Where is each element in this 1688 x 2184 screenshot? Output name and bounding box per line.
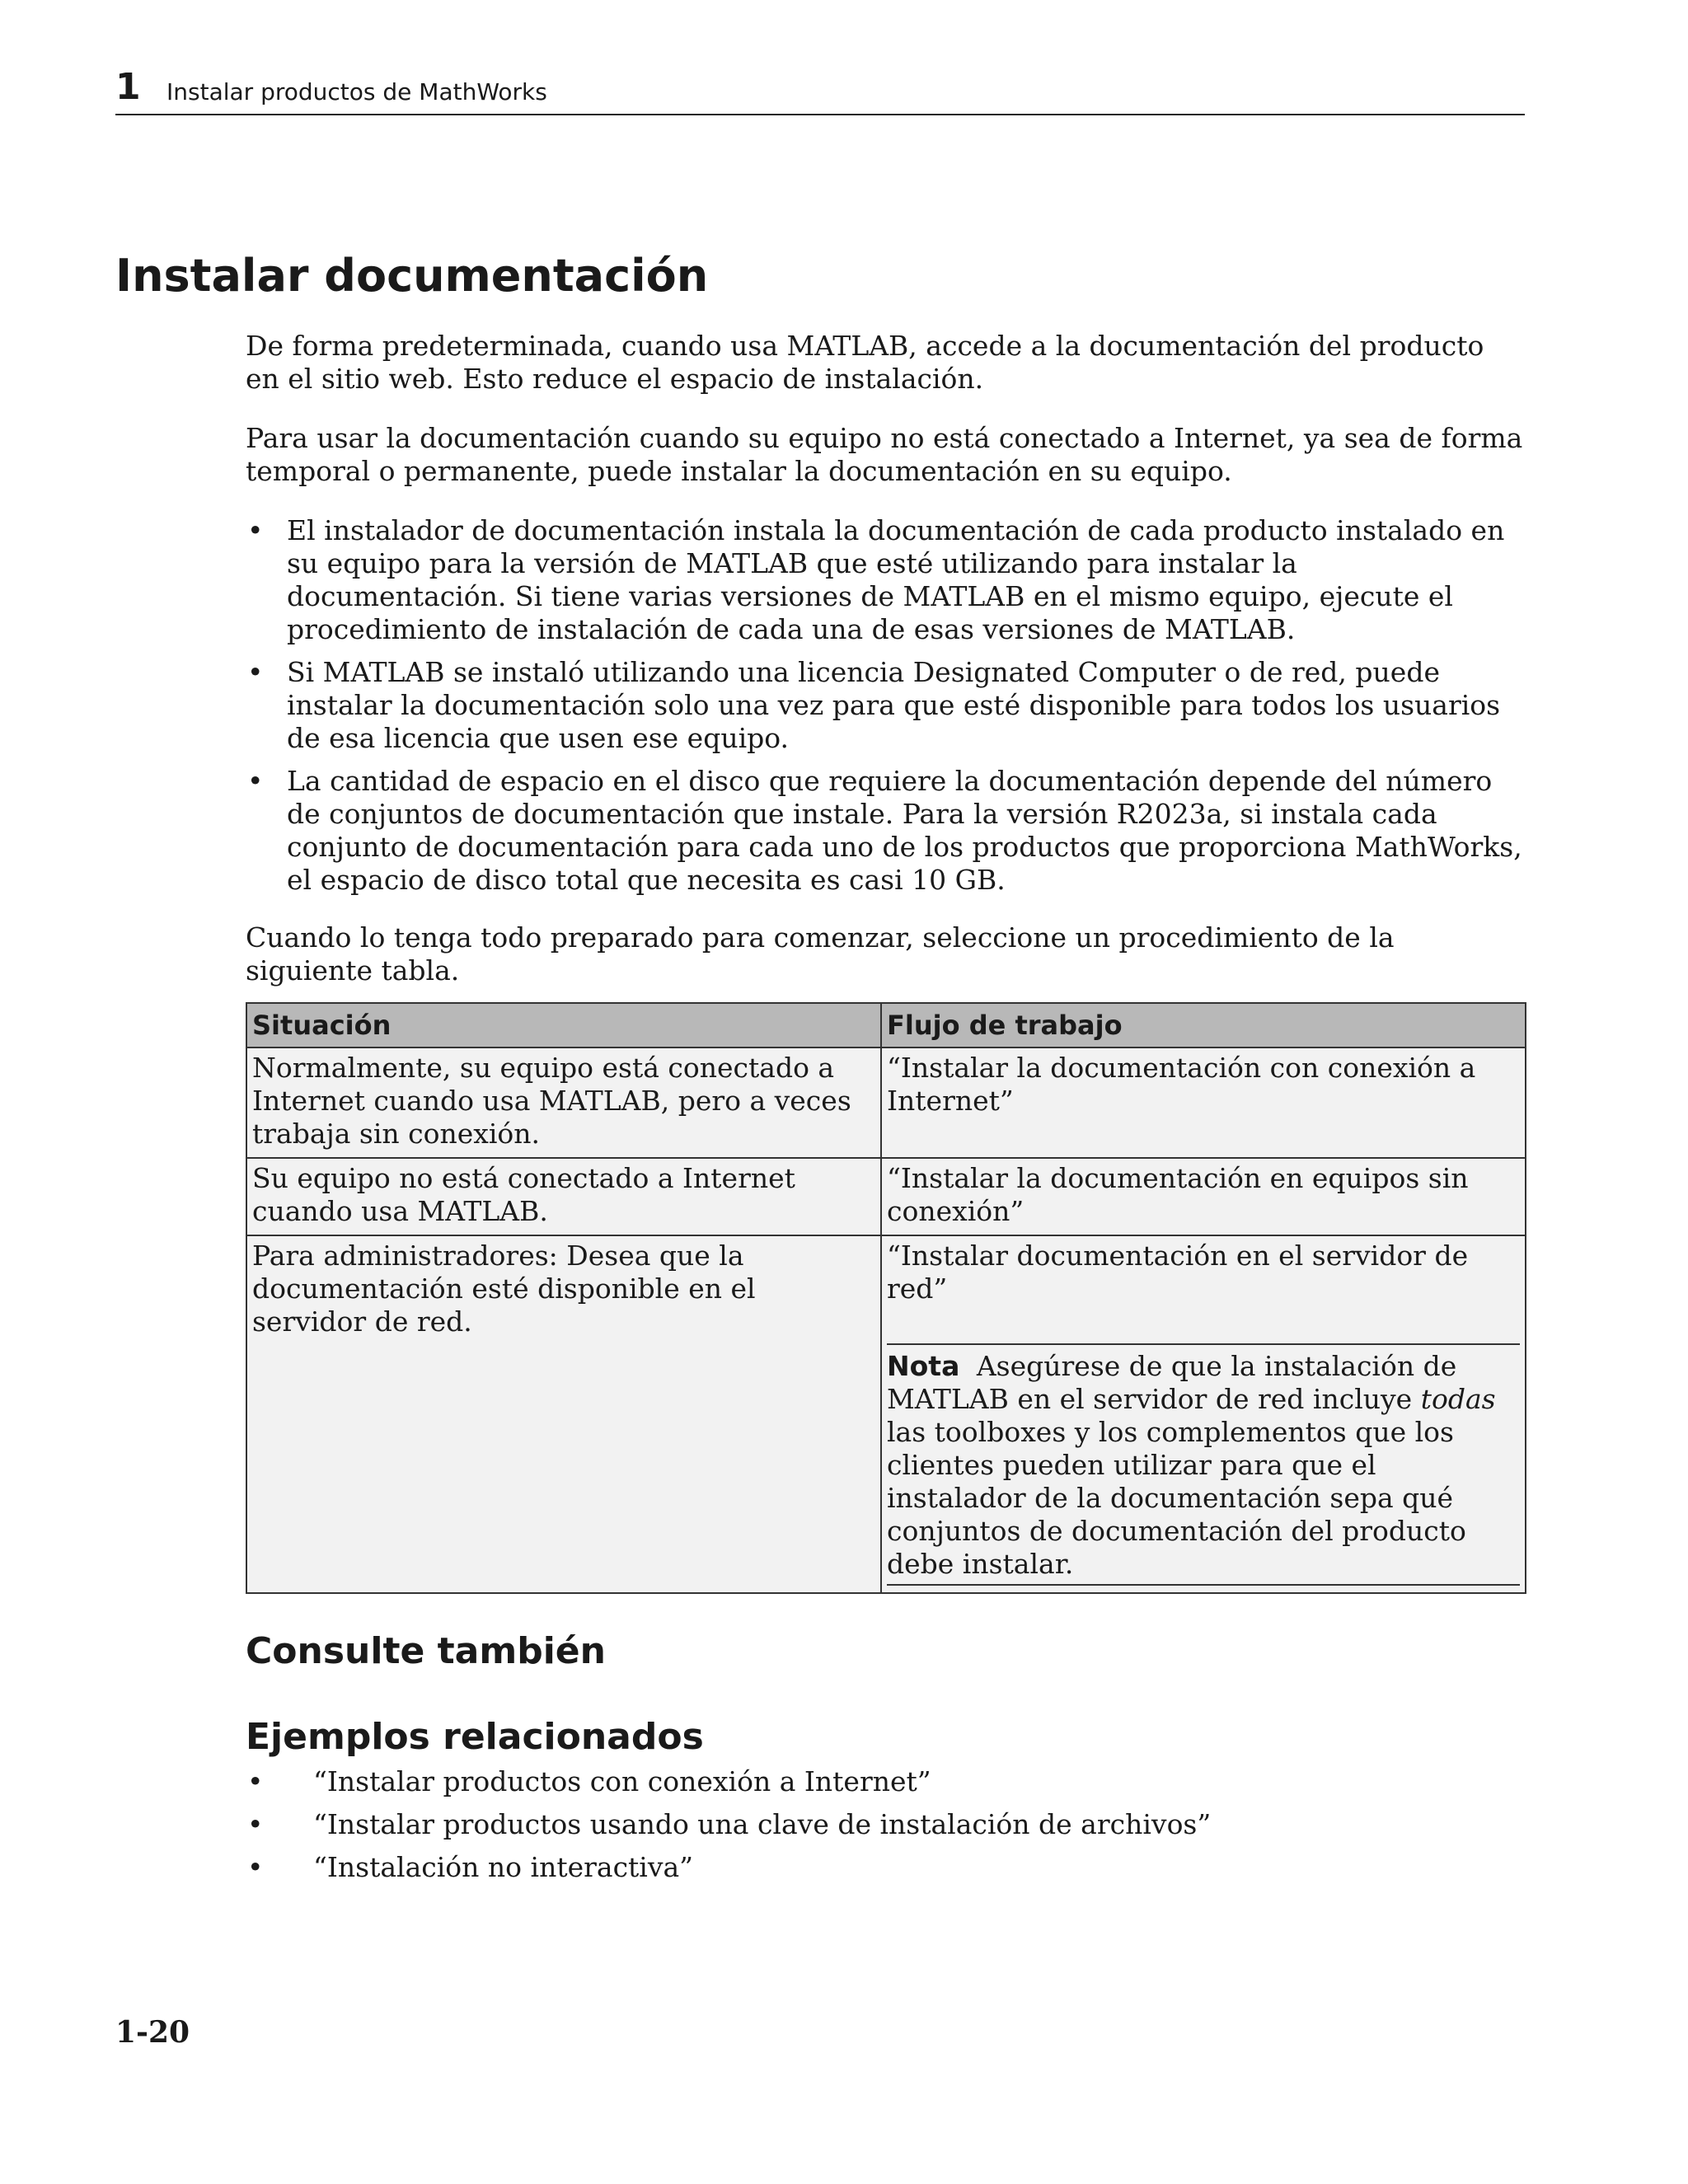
workflow-link[interactable]: “Instalar la documentación con conexión a Internet”: [881, 1047, 1526, 1158]
list-item: • La cantidad de espacio en el disco que requiere la documentación depende del número de conjuntos de documentación que instale. Para la versión R2023a, si instala cada conjunto de documentación para cada uno de los productos que proporciona MathWorks, el espacio de disco total que necesita es casi 10 GB.: [246, 765, 1525, 897]
chapter-number: 1: [115, 66, 141, 108]
workflow-link[interactable]: “Instalar documentación en el servidor de red”: [887, 1240, 1469, 1305]
paragraph-offline: Para usar la documentación cuando su equipo no está conectado a Internet, ya sea de forma temporal o permanente, puede instalar la documentación en su equipo.: [246, 422, 1523, 487]
workflow-table: [246, 1002, 1526, 1594]
column-header-workflow: Flujo de trabajo: [881, 1003, 1526, 1047]
note-text-after: las toolboxes y los complementos que los clientes pueden utilizar para que el instalador de la documentación sepa qué conjuntos de documentación del producto debe instalar.: [887, 1416, 1466, 1580]
info-bullet-list: [246, 514, 1525, 897]
table-row: [246, 1047, 1526, 1158]
related-example-link[interactable]: • “Instalar productos usando una clave de instalación de archivos”: [246, 1808, 1525, 1841]
situation-cell: Su equipo no está conectado a Internet cuando usa MATLAB.: [246, 1158, 881, 1235]
workflow-link[interactable]: “Instalar la documentación en equipos sin conexión”: [881, 1158, 1526, 1235]
paragraph-intro: De forma predeterminada, cuando usa MATLAB, accede a la documentación del producto en el sitio web. Esto reduce el espacio de instalación.: [246, 330, 1484, 395]
table-header-row: [246, 1003, 1526, 1047]
related-example-link[interactable]: • “Instalar productos con conexión a Internet”: [246, 1765, 1525, 1798]
paragraph-table-intro: Cuando lo tenga todo preparado para comenzar, seleccione un procedimiento de la siguiente tabla.: [246, 921, 1395, 987]
page-title: Instalar documentación: [115, 250, 709, 302]
list-item: • Si MATLAB se instaló utilizando una licencia Designated Computer o de red, puede instalar la documentación solo una vez para que esté disponible para todos los usuarios de esa licencia que usen ese equipo.: [246, 656, 1525, 755]
list-item: • El instalador de documentación instala la documentación de cada producto instalado en su equipo para la versión de MATLAB que esté utilizando para instalar la documentación. Si tiene varias versiones de MATLAB en el mismo equipo, ejecute el procedimiento de instalación de cada una de esas versiones de MATLAB.: [246, 514, 1525, 646]
note-box: [887, 1343, 1520, 1586]
note-label: Nota: [887, 1350, 960, 1382]
table-row: [246, 1158, 1526, 1235]
note-emphasis: todas: [1420, 1383, 1496, 1415]
related-example-link[interactable]: • “Instalación no interactiva”: [246, 1851, 1525, 1884]
note-text-before: Asegúrese de que la instalación de MATLAB en el servidor de red incluye: [887, 1350, 1457, 1415]
related-examples-heading: Ejemplos relacionados: [246, 1716, 704, 1758]
page-number: 1-20: [115, 2015, 190, 2050]
related-examples-list: [246, 1765, 1525, 1884]
page-header: [115, 64, 1525, 115]
situation-cell: Normalmente, su equipo está conectado a Internet cuando usa MATLAB, pero a veces trabaja sin conexión.: [246, 1047, 881, 1158]
workflow-cell: [881, 1235, 1526, 1593]
situation-cell: Para administradores: Desea que la documentación esté disponible en el servidor de red.: [246, 1235, 881, 1593]
see-also-heading: Consulte también: [246, 1630, 606, 1672]
main-content: [246, 330, 1525, 1894]
column-header-situation: Situación: [246, 1003, 881, 1047]
table-row: [246, 1235, 1526, 1593]
chapter-title: Instalar productos de MathWorks: [166, 78, 547, 105]
